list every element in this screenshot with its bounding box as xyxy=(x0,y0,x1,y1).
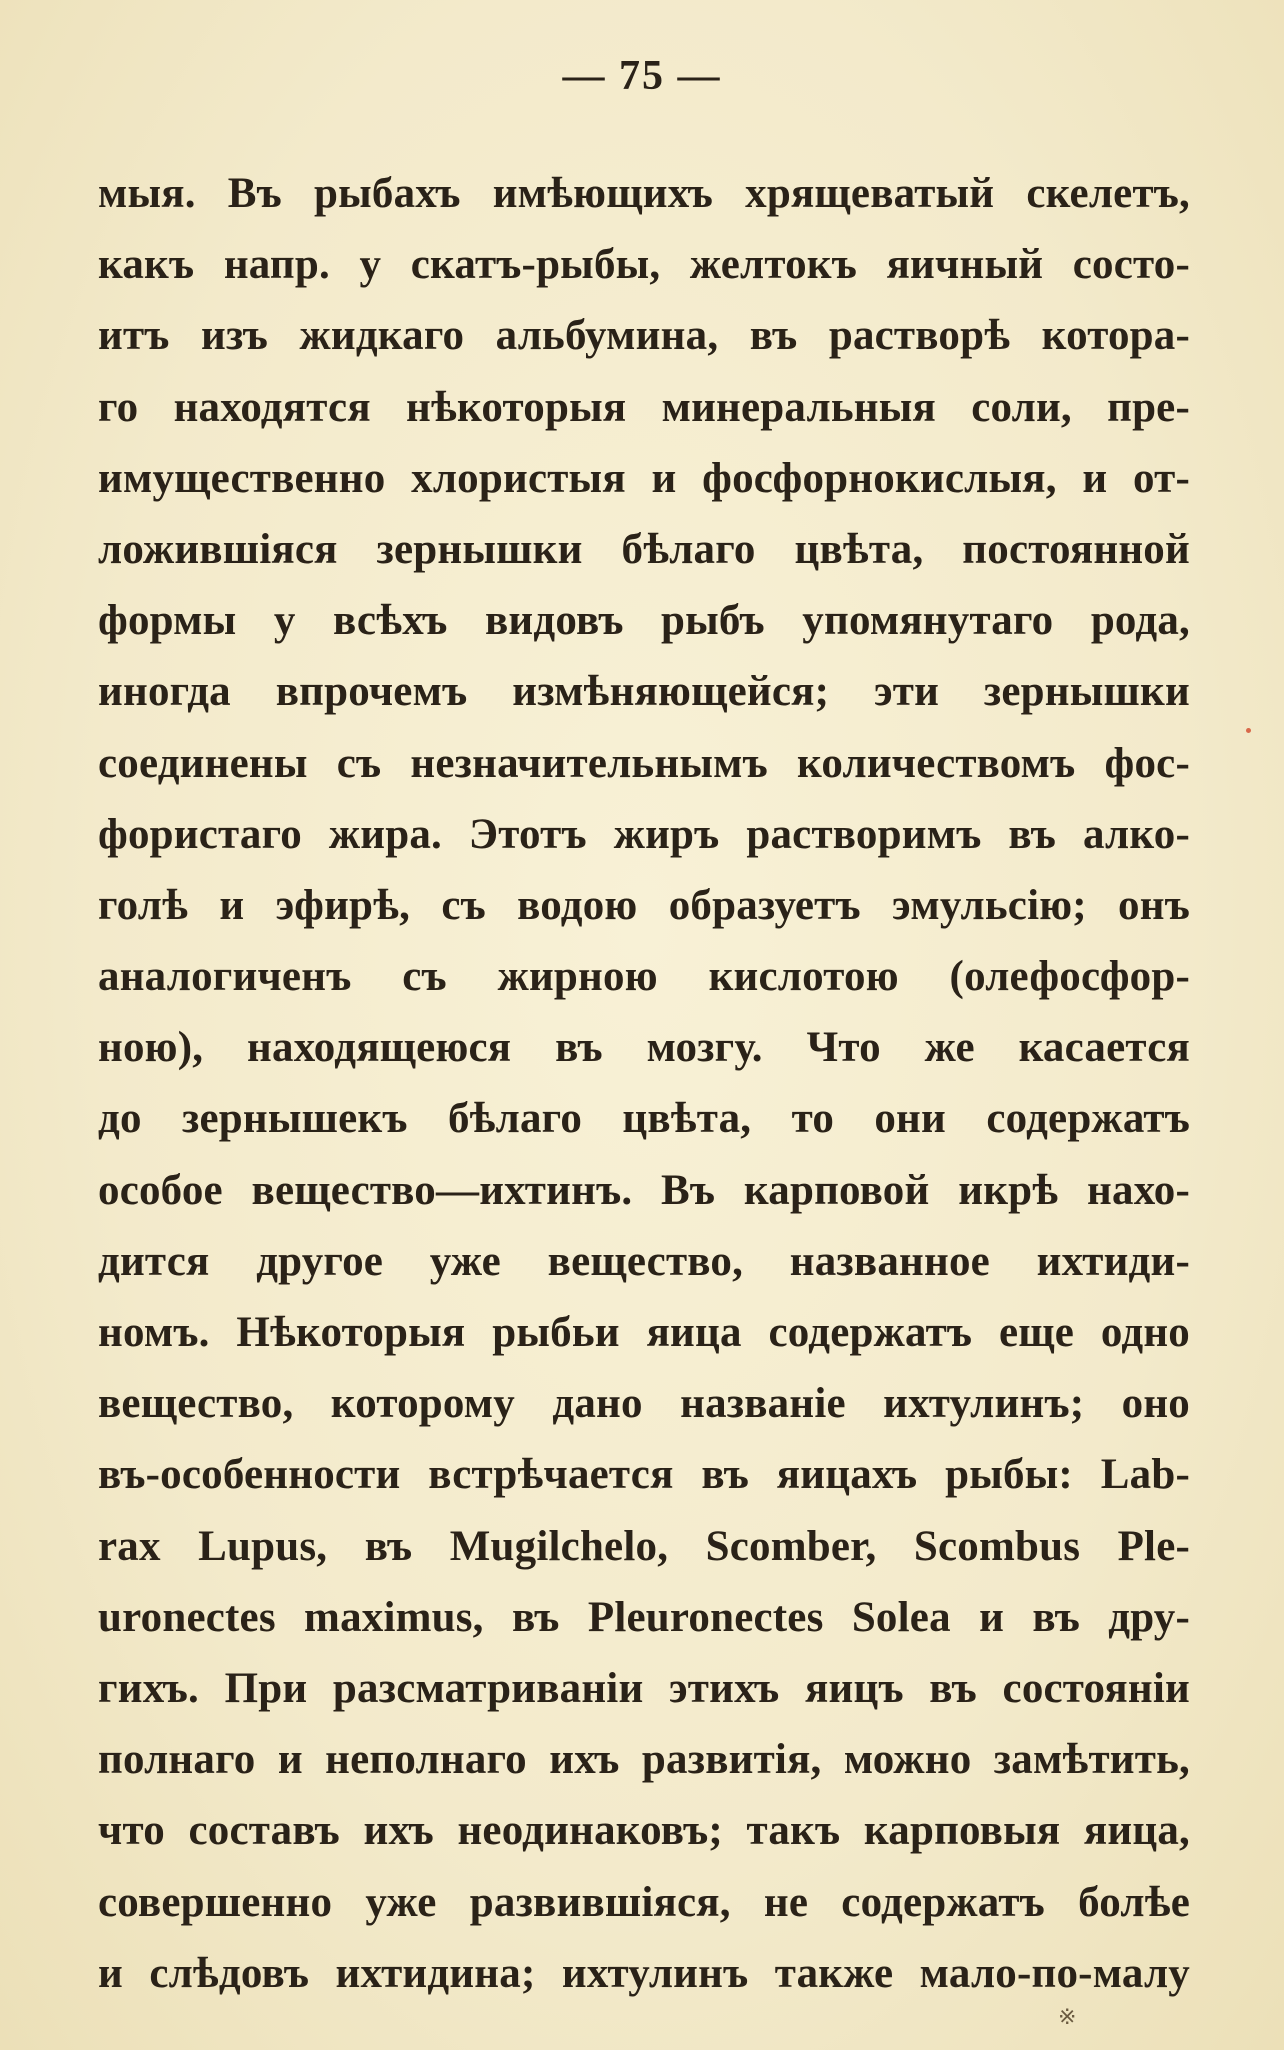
text-line: имущественно хлористыя и фосфорнокислыя, и от- xyxy=(98,454,1190,502)
text-line: полнаго и неполнаго ихъ развитія, можно замѣтить, xyxy=(98,1736,1190,1784)
text-line: итъ изъ жидкаго альбумина, въ растворѣ котора- xyxy=(98,312,1190,360)
text-line: вещество, которому дано названіе ихтулинъ; оно xyxy=(98,1380,1190,1428)
text-line: соединены съ незначительнымъ количествомъ фос- xyxy=(98,739,1190,787)
ink-speck xyxy=(1246,728,1251,733)
text-line: формы у всѣхъ видовъ рыбъ упомянутаго рода, xyxy=(98,597,1190,645)
text-line: фористаго жира. Этотъ жиръ растворимъ въ алко- xyxy=(98,810,1190,858)
text-line: иногда впрочемъ измѣняющейся; эти зернышки xyxy=(98,668,1190,716)
text-line: rax Lupus, въ Mugilchelo, Scomber, Scombus Ple- xyxy=(98,1522,1190,1570)
text-line: го находятся нѣкоторыя минеральныя соли, пре- xyxy=(98,383,1190,431)
text-line: ною), находящеюся въ мозгу. Что же касается xyxy=(98,1024,1190,1072)
signature-mark: ※ xyxy=(1058,2004,1077,2029)
text-line: ложившіяся зернышки бѣлаго цвѣта, постоянной xyxy=(98,525,1190,573)
text-line: голѣ и эфирѣ, съ водою образуетъ эмульсію; онъ xyxy=(98,881,1190,929)
text-line: номъ. Нѣкоторыя рыбьи яица содержатъ еще одно xyxy=(98,1309,1190,1356)
text-line: дится другое уже вещество, названное ихтиди- xyxy=(98,1237,1190,1285)
body-text xyxy=(98,158,1190,2009)
text-line: въ-особенности встрѣчается въ яицахъ рыбы: Lab- xyxy=(98,1451,1190,1499)
text-line: аналогиченъ съ жирною кислотою (олефосфор- xyxy=(98,953,1190,1001)
text-line: до зернышекъ бѣлаго цвѣта, то они содержатъ xyxy=(98,1095,1190,1143)
text-line: какъ напр. у скатъ-рыбы, желтокъ яичный состо- xyxy=(98,241,1190,289)
text-line: мыя. Въ рыбахъ имѣющихъ хрящеватый скелетъ, xyxy=(98,170,1190,217)
text-line: и слѣдовъ ихтидина; ихтулинъ также мало-по-малу xyxy=(98,1949,1190,1997)
page-number: — 75 — xyxy=(562,53,722,99)
text-line: гихъ. При разсматриваніи этихъ яицъ въ состояніи xyxy=(98,1664,1190,1712)
text-line: uronectes maximus, въ Pleuronectes Solea и въ дру- xyxy=(98,1593,1190,1641)
text-line: совершенно уже развившіяся, не содержатъ болѣе xyxy=(98,1878,1190,1926)
text-line: особое вещество—ихтинъ. Въ карповой икрѣ нахо- xyxy=(98,1166,1190,1214)
text-line: что составъ ихъ неодинаковъ; такъ карповыя яица, xyxy=(98,1807,1190,1855)
